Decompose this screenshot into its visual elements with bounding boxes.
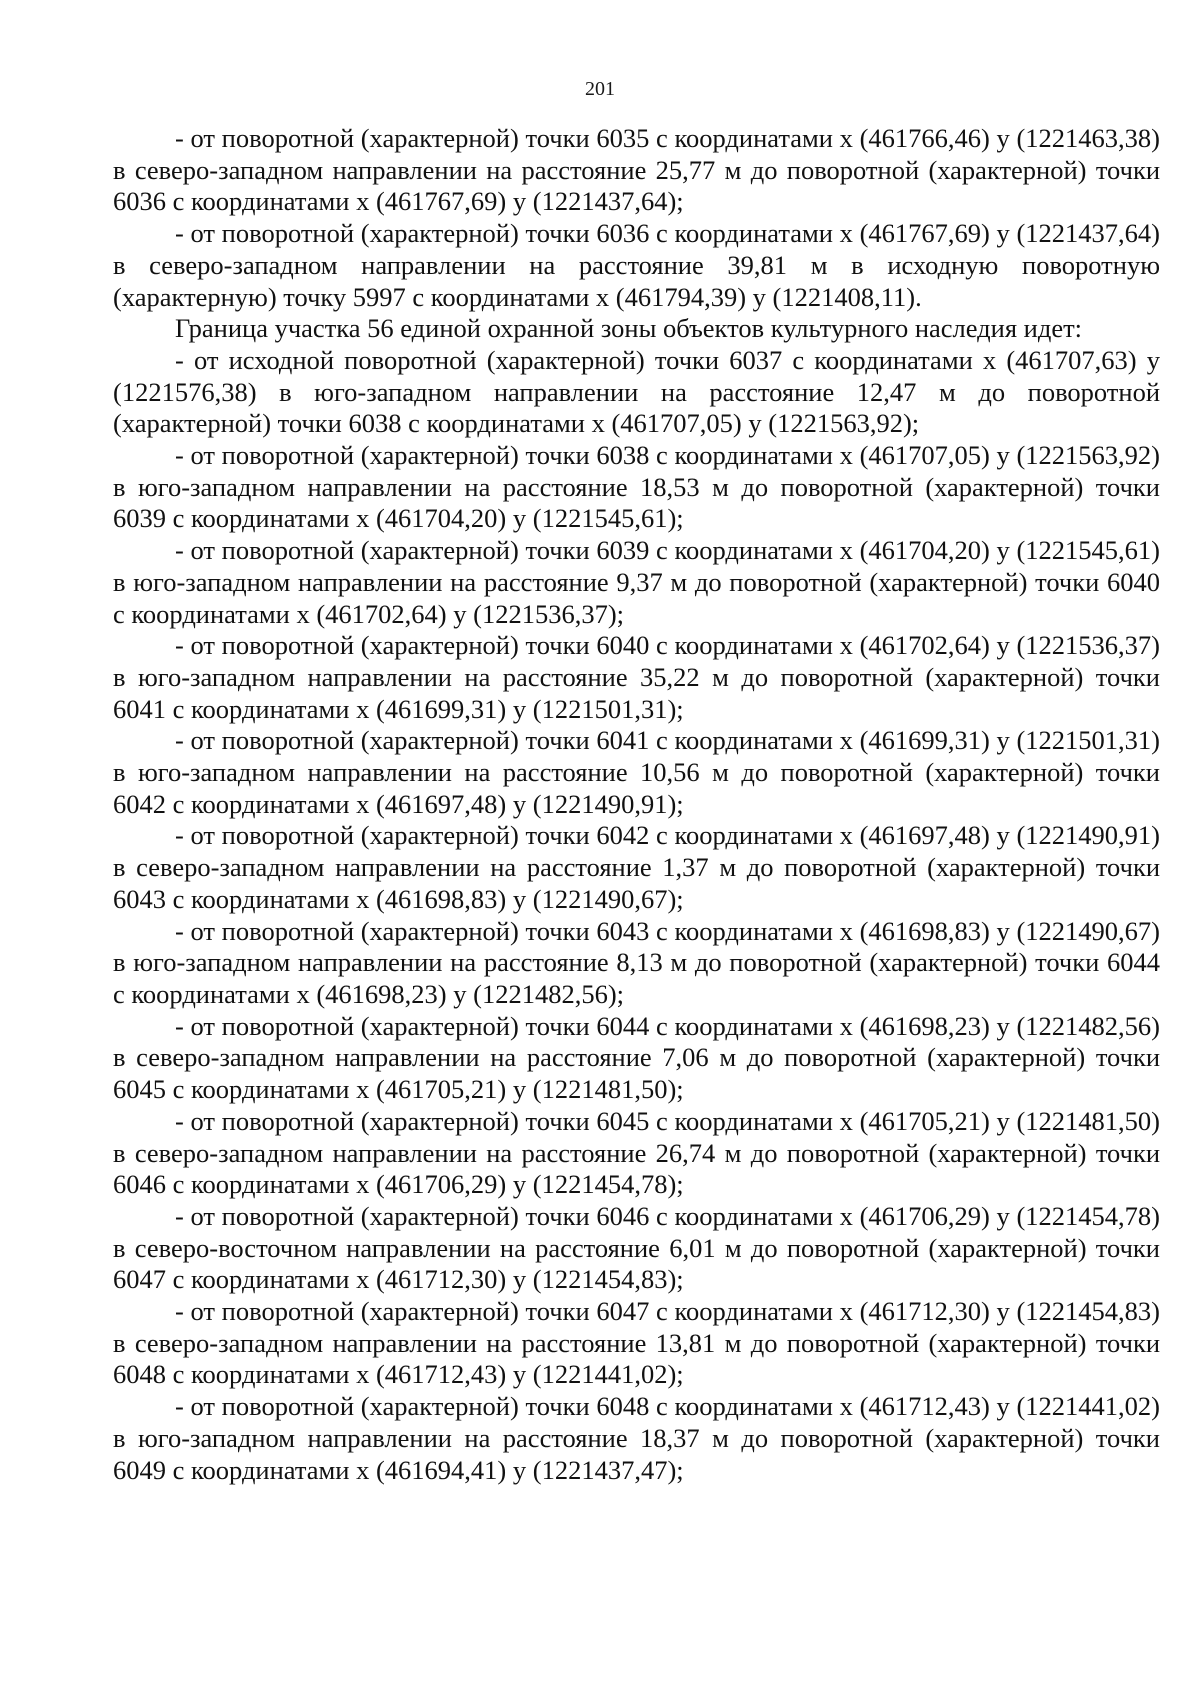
page-number: 201 [585,78,615,100]
paragraph-point-6044: - от поворотной (характерной) точки 6044 с координатами х (461698,23) у (1221482,56) в северо-западном направлении на расстояние 7,06 м до поворотной (характерной) точки 6045 с координатами х (461705,21) у (1221481,50); [113,1010,1160,1105]
paragraph-point-6040: - от поворотной (характерной) точки 6040 с координатами х (461702,64) у (1221536,37) в юго-западном направлении на расстояние 35,22 м до поворотной (характерной) точки 6041 с координатами х (461699,31) у (1221501,31); [113,630,1160,724]
paragraph-point-6037: - от исходной поворотной (характерной) точки 6037 с координатами х (461707,63) у (1221576,38) в юго-западном направлении на расстояние 12,47 м до поворотной (характерной) точки 6038 с координатами х (461707,05) у (1221563,92); [113,344,1160,439]
paragraph-point-6036: - от поворотной (характерной) точки 6036 с координатами х (461767,69) у (1221437,64) в северо-западном направлении на расстояние 39,81 м в исходную поворотную (характерную) точку 5997 с координатами х (461794,39) у (1221408,11). [113,218,1160,312]
paragraph-point-6043: - от поворотной (характерной) точки 6043 с координатами х (461698,83) у (1221490,67) в юго-западном направлении на расстояние 8,13 м до поворотной (характерной) точки 6044 с координатами х (461698,23) у (1221482,56); [113,915,1160,1009]
paragraph-point-6042: - от поворотной (характерной) точки 6042 с координатами х (461697,48) у (1221490,91) в северо-западном направлении на расстояние 1,37 м до поворотной (характерной) точки 6043 с координатами х (461698,83) у (1221490,67); [113,820,1160,914]
paragraph-point-6048: - от поворотной (характерной) точки 6048 с координатами х (461712,43) у (1221441,02) в юго-западном направлении на расстояние 18,37 м до поворотной (характерной) точки 6049 с координатами х (461694,41) у (1221437,47); [113,1391,1160,1485]
paragraph-point-6047: - от поворотной (характерной) точки 6047 с координатами х (461712,30) у (1221454,83) в северо-западном направлении на расстояние 13,81 м до поворотной (характерной) точки 6048 с координатами х (461712,43) у (1221441,02); [113,1296,1160,1390]
paragraph-section-56-heading: Граница участка 56 единой охранной зоны объектов культурного наследия идет: [175,313,1083,344]
document-body [113,123,1160,1486]
paragraph-point-6045: - от поворотной (характерной) точки 6045 с координатами х (461705,21) у (1221481,50) в северо-западном направлении на расстояние 26,74 м до поворотной (характерной) точки 6046 с координатами х (461706,29) у (1221454,78); [113,1105,1160,1200]
paragraph-point-6046: - от поворотной (характерной) точки 6046 с координатами х (461706,29) у (1221454,78) в северо-восточном направлении на расстояние 6,01 м до поворотной (характерной) точки 6047 с координатами х (461712,30) у (1221454,83); [113,1200,1160,1295]
paragraph-point-6035: - от поворотной (характерной) точки 6035 с координатами х (461766,46) у (1221463,38) в северо-западном направлении на расстояние 25,77 м до поворотной (характерной) точки 6036 с координатами х (461767,69) у (1221437,64); [113,123,1160,217]
paragraph-point-6039: - от поворотной (характерной) точки 6039 с координатами х (461704,20) у (1221545,61) в юго-западном направлении на расстояние 9,37 м до поворотной (характерной) точки 6040 с координатами х (461702,64) у (1221536,37); [113,535,1160,629]
paragraph-point-6041: - от поворотной (характерной) точки 6041 с координатами х (461699,31) у (1221501,31) в юго-западном направлении на расстояние 10,56 м до поворотной (характерной) точки 6042 с координатами х (461697,48) у (1221490,91); [113,725,1160,819]
paragraph-point-6038: - от поворотной (характерной) точки 6038 с координатами х (461707,05) у (1221563,92) в юго-западном направлении на расстояние 18,53 м до поворотной (характерной) точки 6039 с координатами х (461704,20) у (1221545,61); [113,440,1160,534]
